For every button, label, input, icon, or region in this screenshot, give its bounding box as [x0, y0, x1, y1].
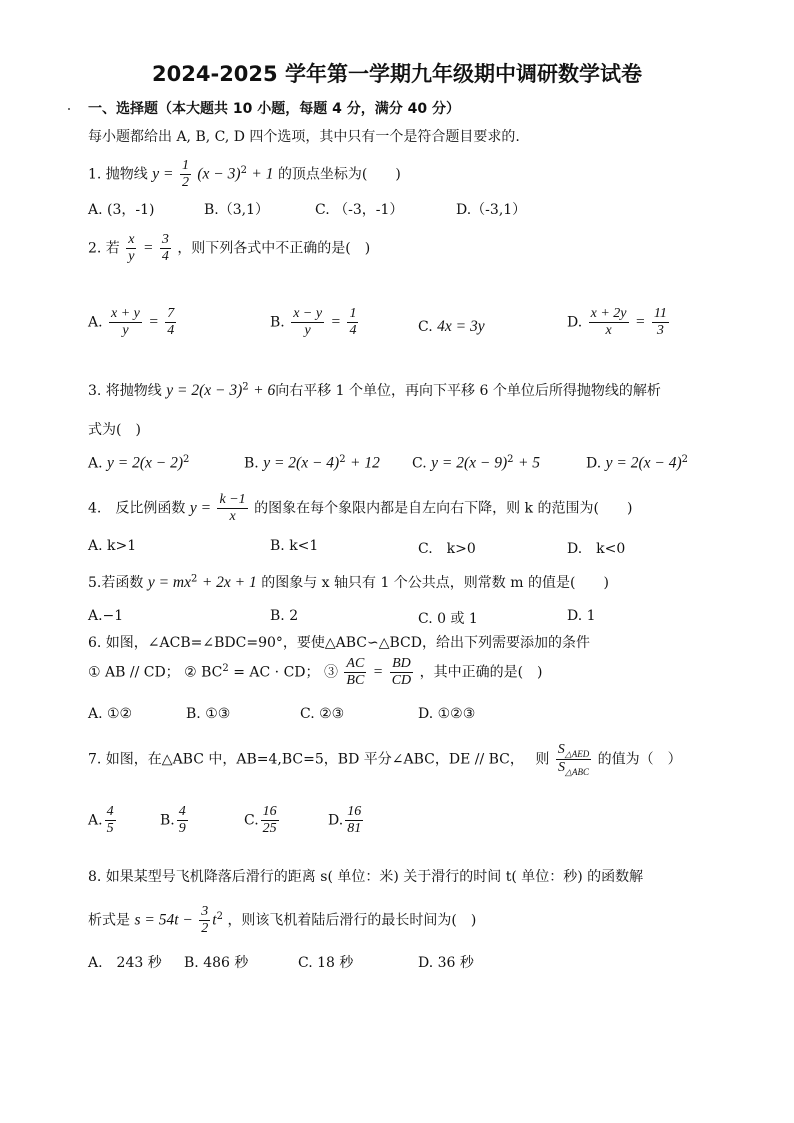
q2-suffix: ，则下列各式中不正确的是( ): [177, 240, 371, 257]
q7-option-a: [88, 804, 118, 837]
q7-area-ratio: [556, 742, 591, 777]
q3-d-expr: y = 2(x − 4): [605, 454, 682, 472]
q6-option-b: B. ①③: [186, 706, 231, 722]
q7-d-frac: [345, 804, 363, 837]
q2-a-right: [165, 306, 176, 339]
q1-prefix: 1. 抛物线: [88, 166, 148, 183]
q8-exp: 2: [216, 910, 223, 922]
q3-b-exp: 2: [339, 454, 346, 465]
q2-cond-right: [160, 232, 171, 265]
q6-cond-3-left: [344, 656, 366, 689]
q1-option-d: D.（-3,1）: [456, 202, 527, 218]
q3-line2: 式为( ): [88, 422, 141, 438]
q4-option-b: B. k<1: [270, 538, 319, 554]
q1-fraction: [180, 158, 191, 191]
q7-b-den: 9: [178, 821, 186, 837]
q2-b-num: x − y: [291, 306, 324, 323]
q5-option-a: A.−1: [88, 608, 124, 624]
q6-cond-2-post: = AC · CD；: [233, 664, 320, 681]
q2-c-label: C.: [418, 319, 433, 335]
q2-b-rnum: 1: [347, 306, 358, 323]
q3-option-a: [88, 454, 189, 473]
q2-b-eq: =: [330, 313, 341, 331]
question-8: 8. 如果某型号飞机降落后滑行的距离 s( 单位：米) 关于滑行的时间 t( 单位：秒) 的函数解: [88, 869, 644, 885]
q3-d-exp: 2: [681, 454, 689, 465]
q2-option-c: [418, 318, 485, 336]
q1-option-c: C. （-3，-1）: [315, 202, 404, 218]
q3-suffix: 向右平移 1 个单位，再向下平移 6 个单位后所得抛物线的解析: [275, 383, 661, 399]
q3-expr: y = 2(x − 3): [166, 382, 243, 399]
question-4: [88, 492, 632, 525]
q5-option-c: C. 0 或 1: [418, 611, 478, 627]
q2-d-rden: 3: [656, 323, 664, 339]
q7-ratio-num: [556, 742, 591, 760]
q6-option-d: D. ①②③: [418, 706, 476, 722]
q5-option-b: B. 2: [270, 608, 299, 624]
q8-frac-den: 2: [201, 921, 209, 937]
question-2: [88, 232, 370, 265]
q2-cond-den: y: [128, 249, 135, 265]
q6-cond-3-eq: =: [372, 663, 384, 681]
q2-a-rden: 4: [167, 323, 175, 339]
section-instruction: 每小题都给出 A, B, C, D 四个选项，其中只有一个是符合题目要求的.: [88, 129, 520, 145]
q7-b-frac: [177, 804, 188, 837]
q8-fraction: [199, 904, 210, 937]
q6-cond-3-den: BC: [346, 673, 365, 689]
q5-prefix: 5.若函数: [88, 575, 144, 591]
q3-c-expr: y = 2(x − 9): [431, 454, 508, 472]
q2-d-label: D.: [567, 314, 583, 331]
q7-a-frac: [105, 804, 116, 837]
q1-frac-den: 2: [181, 175, 189, 191]
q2-cond-eq: =: [142, 239, 154, 257]
q2-b-rden: 4: [349, 323, 357, 339]
exam-title: 2024-2025 学年第一学期九年级期中调研数学试卷: [152, 62, 642, 86]
scan-speck: [68, 108, 70, 110]
q5-tail: + 2x + 1: [201, 574, 257, 591]
q8-option-d: D. 36 秒: [418, 955, 474, 971]
q7-a-label: A.: [88, 812, 103, 829]
q5-option-d: D. 1: [567, 608, 596, 624]
q5-expr: y = mx: [147, 574, 191, 591]
q7-option-c: [244, 804, 281, 837]
q2-d-left: [589, 306, 629, 339]
q6-cond-2-pre: ② BC: [184, 664, 223, 681]
q2-b-den: y: [304, 323, 311, 339]
q7-ratio-den: [556, 760, 591, 777]
q7-suffix: 的值为（ ）: [597, 751, 682, 768]
q8-frac-num: 3: [199, 904, 210, 921]
q4-suffix: 的图象在每个象限内都是自左向右下降，则 k 的范围为( ): [254, 500, 633, 517]
question-3: [88, 380, 661, 400]
q3-option-d: [586, 454, 688, 473]
q8-option-a: A. 243 秒: [88, 955, 162, 971]
q8-option-c: C. 18 秒: [298, 955, 354, 971]
q4-option-a: A. k>1: [88, 538, 137, 554]
q7-c-frac: [261, 804, 279, 837]
q7-option-b: [160, 804, 190, 837]
q2-cond-rden: 4: [161, 249, 169, 265]
q8-option-b: B. 486 秒: [184, 955, 249, 971]
q2-a-rnum: 7: [165, 306, 176, 323]
q2-option-d: [567, 306, 671, 339]
q8-line2: [88, 904, 476, 937]
q2-d-rnum: 11: [652, 306, 669, 323]
section-heading: 一、选择题（本大题共 10 小题，每题 4 分，满分 40 分）: [88, 101, 460, 117]
q6-cond-3-right: [390, 656, 413, 689]
q2-option-a: [88, 306, 178, 339]
q7-c-den: 25: [262, 821, 277, 837]
q7-den-sub: △ABC: [565, 766, 589, 777]
q7-a-num: 4: [105, 804, 116, 821]
q2-d-den: x: [605, 323, 612, 339]
q2-d-right: [652, 306, 669, 339]
q3-b-label: B.: [244, 455, 259, 472]
q2-cond-rnum: 3: [160, 232, 171, 249]
q7-b-label: B.: [160, 812, 175, 829]
q3-c-label: C.: [412, 455, 427, 472]
q1-frac-num: 1: [180, 158, 191, 175]
question-5: [88, 572, 609, 592]
q2-option-b: [270, 306, 360, 339]
q5-exp: 2: [190, 573, 198, 585]
q7-b-num: 4: [177, 804, 188, 821]
q7-prefix: 7. 如图，在△ABC 中，AB=4,BC=5，BD 平分∠ABC，DE // BC， 则: [88, 751, 550, 768]
q3-d-label: D.: [586, 455, 602, 472]
q3-exp: 2: [242, 381, 249, 393]
q2-d-num: x + 2y: [589, 306, 629, 323]
q2-a-den: y: [122, 323, 129, 339]
q7-d-den: 81: [347, 821, 362, 837]
q4-frac-den: x: [229, 509, 236, 525]
q1-option-a: A. (3，-1): [88, 202, 155, 218]
q3-b-tail: + 12: [350, 454, 380, 472]
q4-expr-y: y =: [189, 499, 212, 517]
q2-b-label: B.: [270, 314, 285, 331]
q2-prefix: 2. 若: [88, 240, 120, 257]
q1-expr-y: y =: [152, 165, 174, 183]
question-1: [88, 158, 401, 191]
q1-expr-rest: (x − 3): [197, 165, 241, 183]
q7-option-d: [328, 804, 365, 837]
q2-a-num: x + y: [109, 306, 142, 323]
q3-c-exp: 2: [507, 454, 514, 465]
q2-cond-left: [126, 232, 136, 265]
q1-option-b: B.（3,1）: [204, 202, 270, 218]
q7-c-num: 16: [261, 804, 279, 821]
q2-b-left: [291, 306, 324, 339]
q6-cond-3-pre: ③: [323, 664, 338, 681]
q6-conditions: [88, 656, 543, 689]
q6-cond-2-exp: 2: [222, 662, 229, 674]
q3-a-label: A.: [88, 455, 103, 472]
q7-num-main: S: [557, 742, 565, 757]
q3-option-c: [412, 454, 540, 473]
q2-cond-num: x: [126, 232, 136, 249]
q8-expr: s = 54t −: [134, 911, 193, 929]
q2-d-eq: =: [634, 313, 646, 331]
q8-suffix: ，则该飞机着陆后滑行的最长时间为( ): [227, 912, 477, 929]
q3-prefix: 3. 将抛物线: [88, 383, 162, 399]
q1-suffix: 的顶点坐标为( ): [277, 166, 401, 183]
q6-cond-3-rnum: BD: [390, 656, 413, 673]
q3-a-expr: y = 2(x − 2): [107, 454, 184, 472]
q3-b-expr: y = 2(x − 4): [263, 454, 340, 472]
q8-t: t: [212, 911, 217, 929]
q6-cond-3-rden: CD: [391, 673, 412, 689]
q4-frac-num: k −1: [217, 492, 247, 509]
q6-cond-1: ① AB // CD；: [88, 664, 180, 681]
q7-a-den: 5: [106, 821, 114, 837]
question-6: 6. 如图，∠ACB=∠BDC=90°，要使△ABC∽△BCD，给出下列需要添加的条件: [88, 635, 590, 651]
q2-a-left: [109, 306, 142, 339]
q7-den-main: S: [558, 760, 566, 776]
q1-expr-tail: + 1: [251, 165, 274, 183]
q2-a-label: A.: [88, 314, 103, 331]
q4-fraction: [217, 492, 247, 525]
q4-prefix: 4. 反比例函数: [88, 500, 186, 517]
q6-option-c: C. ②③: [300, 706, 345, 722]
q4-option-d: D. k<0: [567, 541, 626, 557]
q2-b-right: [347, 306, 358, 339]
q3-option-b: [244, 454, 380, 473]
q2-c-expr: 4x = 3y: [437, 318, 485, 335]
q7-c-label: C.: [244, 812, 259, 829]
q2-a-eq: =: [148, 313, 159, 331]
q6-cond-3-num: AC: [344, 656, 366, 673]
q7-num-sub: △AED: [564, 748, 590, 759]
q3-c-tail: + 5: [517, 454, 541, 472]
question-7: [88, 742, 682, 777]
q6-suffix: ，其中正确的是( ): [419, 664, 543, 681]
q5-suffix: 的图象与 x 轴只有 1 个公共点，则常数 m 的值是( ): [261, 575, 609, 591]
q8-prefix: 析式是: [88, 912, 130, 929]
q6-option-a: A. ①②: [88, 706, 133, 722]
q7-d-num: 16: [345, 804, 363, 821]
q1-exp: 2: [240, 164, 247, 176]
q4-option-c: C. k>0: [418, 541, 476, 557]
q7-d-label: D.: [328, 812, 344, 829]
q3-tail: + 6: [253, 382, 276, 399]
q3-a-exp: 2: [183, 454, 190, 465]
